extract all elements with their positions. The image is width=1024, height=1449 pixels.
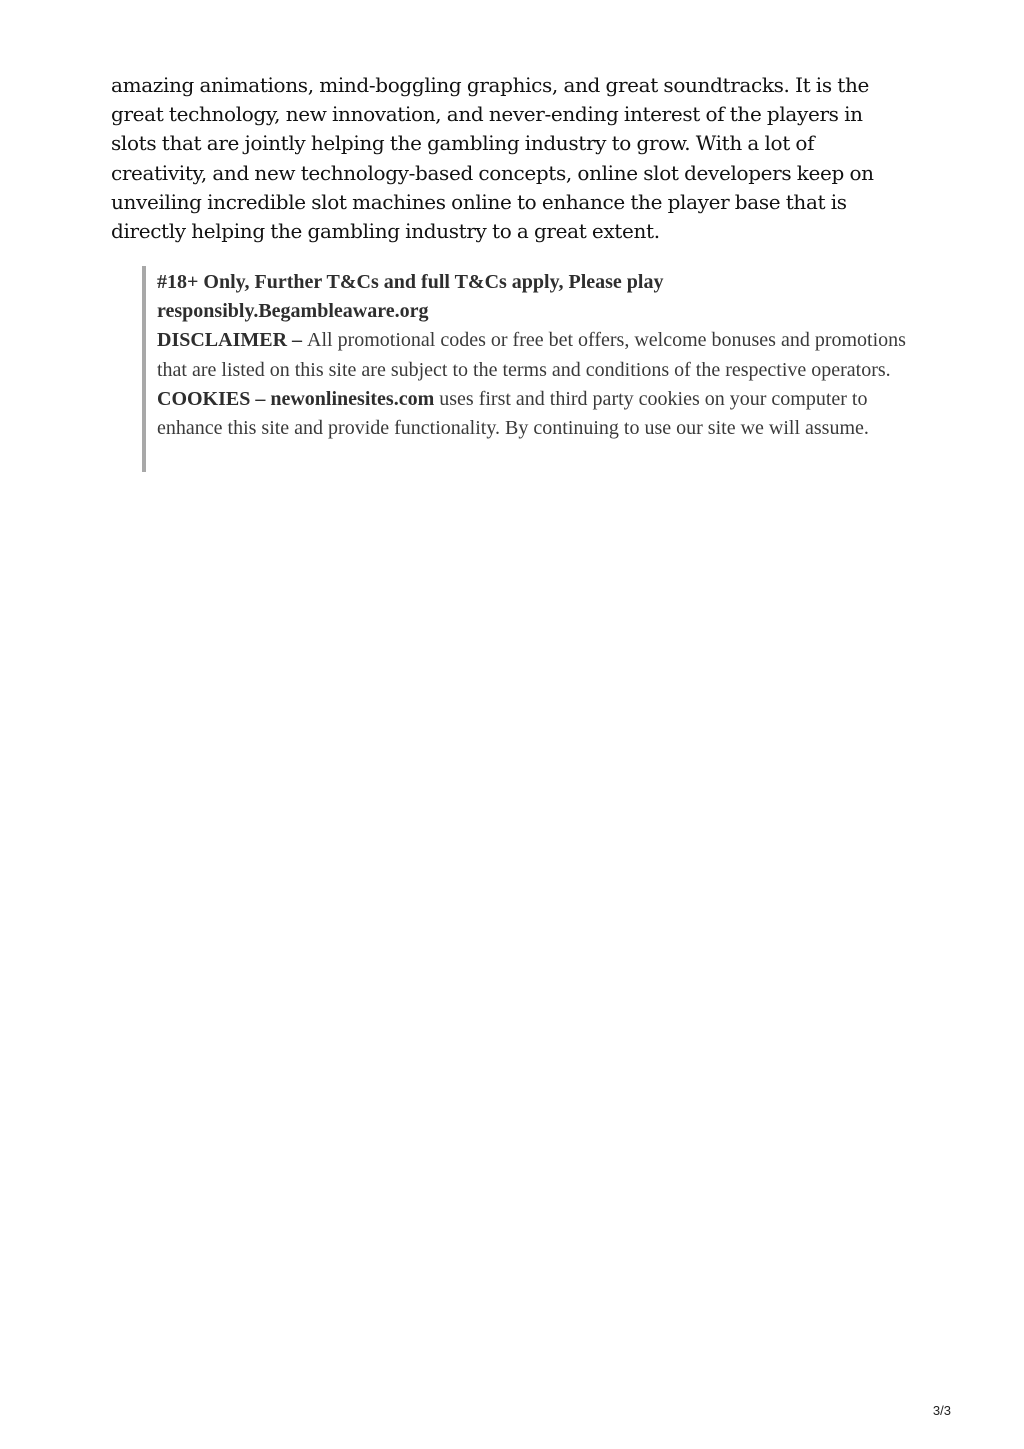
cookies-label: COOKIES bbox=[157, 387, 251, 410]
page-number: 3/3 bbox=[932, 1403, 951, 1418]
age-notice-headline: #18+ Only, Further T&Cs and full T&Cs apply, Please play responsibly.Begambleaware.org bbox=[157, 271, 664, 323]
disclaimer-blockquote bbox=[142, 266, 912, 472]
disclaimer-paragraph bbox=[157, 268, 912, 443]
body-paragraph: amazing animations, mind-boggling graphics, and great soundtracks. It is the great technology, new innovation, and never-ending interest of the players in slots that are jointly helping the gambling industry to grow. With a lot of creativity, and new technology-based concepts, online slot developers keep on unveiling incredible slot machines online to enhance the player base that is directly helping the gambling industry to a great extent. bbox=[111, 73, 874, 244]
cookies-text: uses first and third party cookies on your computer to enhance this site and provide functionality. By continuing to use our site we will assume. bbox=[157, 387, 869, 440]
site-name: newonlinesites.com bbox=[270, 387, 435, 410]
cookies-dash: – bbox=[250, 387, 271, 410]
disclaimer-dash: – bbox=[287, 329, 308, 352]
disclaimer-label: DISCLAIMER bbox=[157, 329, 288, 352]
disclaimer-text: All promotional codes or free bet offers, welcome bonuses and promotions that are listed on this site are subject to the terms and conditions of the respective operators. bbox=[157, 329, 906, 381]
